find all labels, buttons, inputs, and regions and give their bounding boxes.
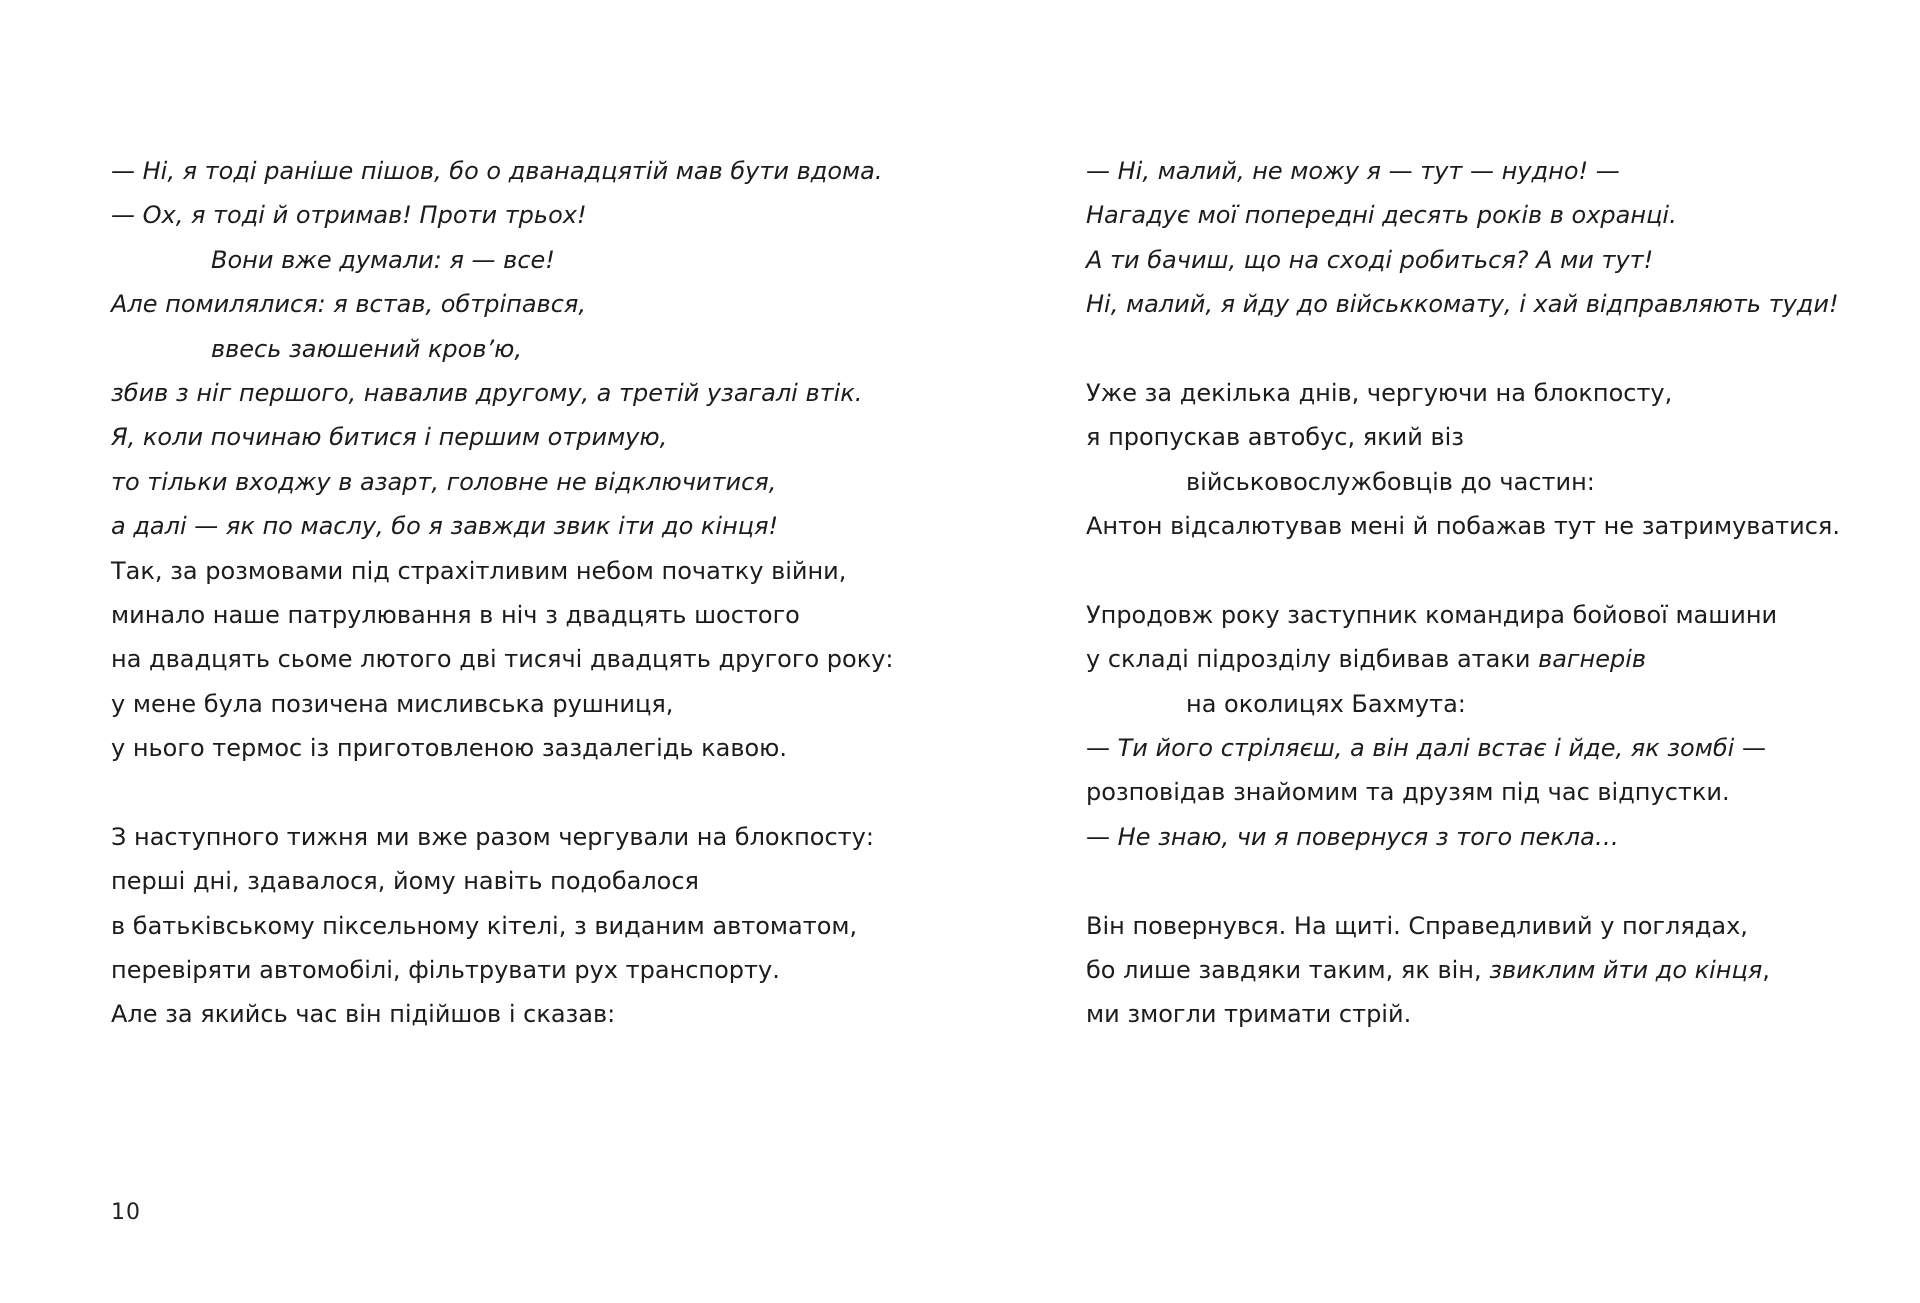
text-segment: військовослужбовців до частин: bbox=[1186, 467, 1595, 496]
text-line: то тільки входжу в азарт, головне не відключитися, bbox=[111, 467, 777, 496]
stanza-break bbox=[1086, 549, 1886, 593]
text-line bbox=[1086, 948, 1886, 992]
italic-segment: Ні, малий, я йду до військкомату, і хай відправляють туди! bbox=[1086, 290, 1839, 319]
text-line: збив з ніг першого, навалив другому, а третій узагалі втік. bbox=[111, 378, 863, 407]
text-line: на двадцять сьоме лютого дві тисячі двадцять другого року: bbox=[111, 645, 894, 674]
text-line bbox=[1086, 904, 1886, 948]
text-segment: ми змогли тримати стрій. bbox=[1086, 1000, 1412, 1029]
text-line: Вони вже думали: я — все! bbox=[211, 245, 555, 274]
text-line: у мене була позичена мисливська рушниця, bbox=[111, 689, 674, 718]
text-line bbox=[1086, 371, 1886, 415]
stanza-break bbox=[1086, 327, 1886, 371]
text-line bbox=[1086, 149, 1886, 193]
text-line: перевіряти автомобілі, фільтрувати рух транспорту. bbox=[111, 956, 780, 985]
text-line bbox=[1086, 770, 1886, 814]
text-line: перші дні, здавалося, йому навіть подобалося bbox=[111, 867, 699, 896]
text-line bbox=[1086, 992, 1886, 1036]
text-line: ввесь заюшений кров’ю, bbox=[211, 334, 522, 363]
text-line: — Ох, я тоді й отримав! Проти трьох! bbox=[111, 201, 587, 230]
italic-segment: звиклим йти до кінця bbox=[1489, 956, 1763, 985]
text-line bbox=[1086, 238, 1886, 282]
text-segment: бо лише завдяки таким, як він, bbox=[1086, 956, 1490, 985]
italic-segment: Нагадує мої попередні десять років в охранці. bbox=[1086, 201, 1677, 230]
left-page-text bbox=[111, 149, 951, 1037]
text-line: Але за якийсь час він підійшов і сказав: bbox=[111, 1000, 616, 1029]
text-line: — Ні, я тоді раніше пішов, бо о дванадцятій мав бути вдома. bbox=[111, 157, 883, 185]
text-line bbox=[1086, 682, 1886, 726]
text-segment: — bbox=[1734, 734, 1766, 763]
text-segment: Він повернувся. На щиті. Справедливий у поглядах, bbox=[1086, 911, 1748, 940]
italic-segment: А ти бачиш, що на сході робиться? А ми тут! bbox=[1086, 245, 1654, 274]
text-line: а далі — як по маслу, бо я завжди звик іти до кінця! bbox=[111, 512, 779, 541]
stanza-break bbox=[111, 770, 951, 814]
text-line bbox=[1086, 415, 1886, 459]
text-line bbox=[1086, 593, 1886, 637]
text-segment: , bbox=[1762, 956, 1770, 985]
text-line: Так, за розмовами під страхітливим небом початку війни, bbox=[111, 556, 847, 585]
text-segment: у складі підрозділу відбивав атаки bbox=[1086, 645, 1539, 674]
text-line bbox=[1086, 282, 1886, 326]
text-line: Я, коли починаю битися і першим отримую, bbox=[111, 423, 668, 452]
text-line: З наступного тижня ми вже разом чергували на блокпосту: bbox=[111, 822, 874, 851]
text-segment: Антон відсалютував мені й побажав тут не затримуватися. bbox=[1086, 512, 1840, 541]
stanza-break bbox=[1086, 859, 1886, 903]
italic-segment: Не знаю, чи я повернуся з того пекла… bbox=[1117, 822, 1619, 851]
text-segment: я пропускав автобус, який віз bbox=[1086, 423, 1465, 452]
text-line: Але помилялися: я встав, обтріпався, bbox=[111, 290, 586, 319]
text-segment: Упродовж року заступник командира бойової машини bbox=[1086, 600, 1778, 629]
italic-segment: вагнерів bbox=[1538, 645, 1647, 674]
italic-segment: — Ні, малий, не можу я — тут — нудно! — bbox=[1086, 157, 1620, 185]
text-line: минало наше патрулювання в ніч з двадцять шостого bbox=[111, 600, 800, 629]
text-segment: — bbox=[1086, 822, 1118, 851]
text-line bbox=[1086, 193, 1886, 237]
text-segment: Уже за декілька днів, чергуючи на блокпосту, bbox=[1086, 378, 1673, 407]
text-segment: розповідав знайомим та друзям під час відпустки. bbox=[1086, 778, 1730, 807]
text-segment: на околицях Бахмута: bbox=[1186, 689, 1466, 718]
right-page-text bbox=[1086, 149, 1886, 1037]
text-line: в батьківському піксельному кітелі, з виданим автоматом, bbox=[111, 911, 858, 940]
text-line bbox=[1086, 726, 1886, 770]
page-number: 10 bbox=[111, 1200, 141, 1225]
italic-segment: Ти його стріляєш, а він далі встає і йде, як зомбі bbox=[1117, 734, 1735, 763]
text-line bbox=[1086, 460, 1886, 504]
text-segment: — bbox=[1086, 734, 1118, 763]
text-line: у нього термос із приготовленою заздалегідь кавою. bbox=[111, 734, 788, 763]
text-line bbox=[1086, 637, 1886, 681]
text-line bbox=[1086, 815, 1886, 859]
text-line bbox=[1086, 504, 1886, 548]
